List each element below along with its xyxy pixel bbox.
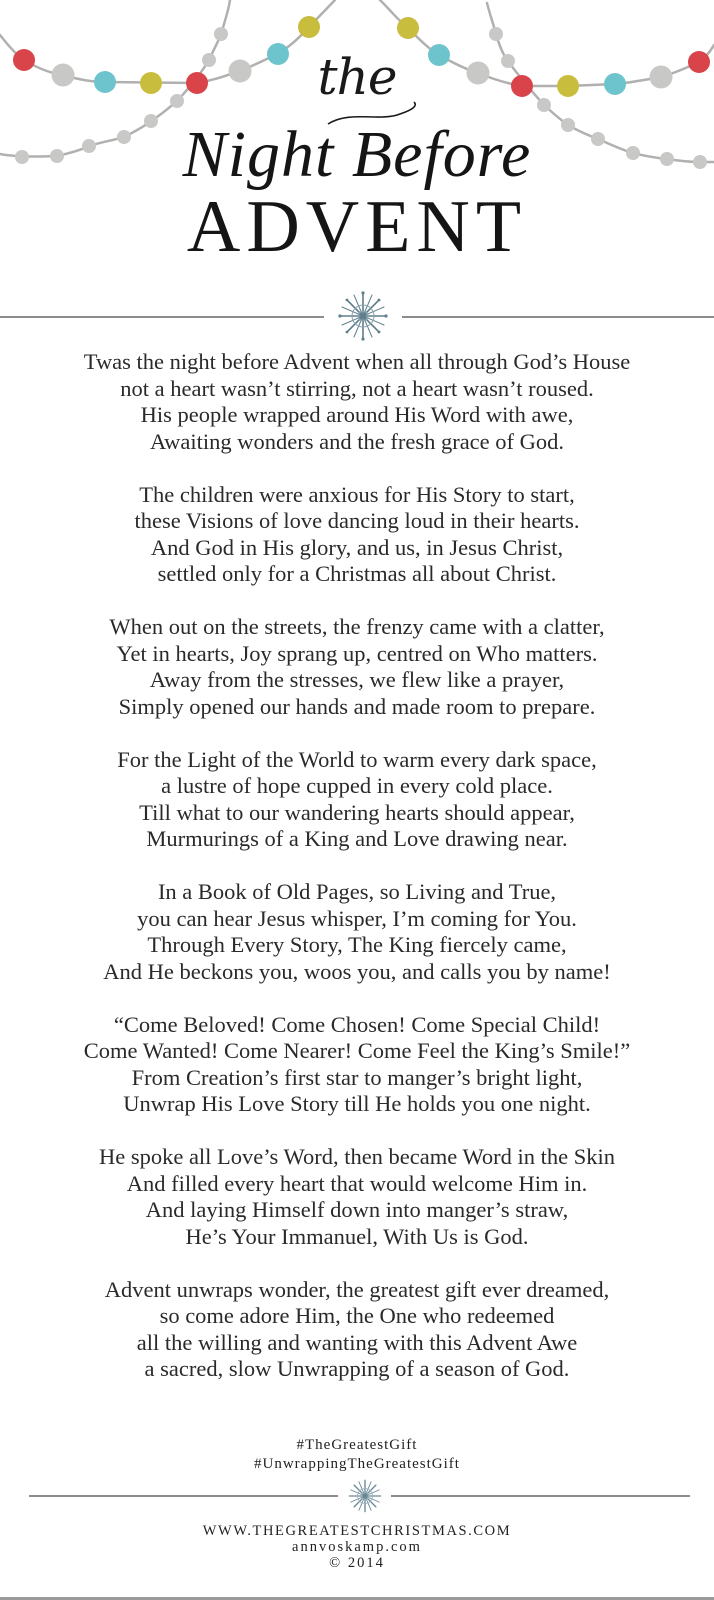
hashtags xyxy=(0,1436,714,1474)
poem-line: settled only for a Christmas all about Christ. xyxy=(157,561,557,586)
poem-line: Unwrap His Love Story till He holds you one night. xyxy=(123,1091,591,1116)
stanza-3 xyxy=(0,614,714,720)
author-site-link[interactable]: annvoskamp.com xyxy=(292,1539,422,1555)
top-divider-right xyxy=(402,316,714,318)
poem-line: And He beckons you, woos you, and calls you by name! xyxy=(103,958,611,984)
poem-line: For the Light of the World to warm every dark space, xyxy=(117,746,597,772)
poem-line: In a Book of Old Pages, so Living and True, xyxy=(157,879,557,904)
top-divider-left xyxy=(0,316,324,318)
poem-line: Away from the stresses, we flew like a prayer, xyxy=(149,667,565,692)
poem-line: these Visions of love dancing loud in their hearts. xyxy=(134,508,580,533)
bottom-divider-right xyxy=(391,1495,690,1497)
poem-line: all the willing and wanting with this Advent Awe xyxy=(136,1329,578,1355)
poem-line: His people wrapped around His Word with awe, xyxy=(140,402,574,427)
poem-line: so come adore Him, the One who redeemed xyxy=(159,1303,555,1328)
hashtag-unwrapping-the-greatest-gift[interactable]: #UnwrappingTheGreatestGift xyxy=(254,1456,460,1472)
poem-line: Through Every Story, The King fiercely came, xyxy=(147,932,567,957)
poem-line: Murmurings of a King and Love drawing near. xyxy=(146,826,568,851)
poem-line: not a heart wasn’t stirring, not a heart wasn’t roused. xyxy=(120,375,594,401)
poem-line: a lustre of hope cupped in every cold place. xyxy=(161,773,553,798)
poem-line: “Come Beloved! Come Chosen! Come Special Child! xyxy=(113,1011,601,1037)
poem-line: He’s Your Immanuel, With Us is God. xyxy=(185,1223,529,1249)
title-the: the xyxy=(317,48,397,106)
poem-line: The children were anxious for His Story to start, xyxy=(139,481,575,507)
hashtag-the-greatest-gift[interactable]: #TheGreatestGift xyxy=(296,1437,418,1453)
stanza-2 xyxy=(0,482,714,588)
poem xyxy=(0,349,714,1409)
poem-line: Come Wanted! Come Nearer! Come Feel the King’s Smile!” xyxy=(83,1038,631,1063)
copyright: © 2014 xyxy=(329,1555,385,1571)
poem-line: When out on the streets, the frenzy came with a clatter, xyxy=(109,614,605,639)
poem-line: Twas the night before Advent when all through God’s House xyxy=(83,349,631,374)
poem-line: And God in His glory, and us, in Jesus Christ, xyxy=(150,534,564,560)
stanza-7 xyxy=(0,1144,714,1250)
stanza-5 xyxy=(0,879,714,985)
website-link[interactable]: WWW.THEGREATESTCHRISTMAS.COM xyxy=(202,1523,512,1539)
snowflake-icon xyxy=(348,1479,382,1513)
poem-line: Till what to our wandering hearts should appear, xyxy=(139,799,575,825)
stanza-6 xyxy=(0,1012,714,1118)
poem-line: Yet in hearts, Joy sprang up, centred on Who matters. xyxy=(116,640,598,666)
credits xyxy=(0,1523,714,1571)
poem-line: From Creation’s first star to manger’s bright light, xyxy=(131,1064,583,1090)
stanza-4 xyxy=(0,747,714,853)
snowflake-icon xyxy=(338,291,388,341)
poem-line: He spoke all Love’s Word, then became Word in the Skin xyxy=(98,1144,616,1169)
poem-line: Advent unwraps wonder, the greatest gift ever dreamed, xyxy=(104,1276,610,1302)
title-night-before: Night Before xyxy=(182,118,532,191)
stanza-8 xyxy=(0,1277,714,1383)
poem-line: Simply opened our hands and made room to prepare. xyxy=(118,693,596,719)
stanza-1 xyxy=(0,349,714,455)
poem-line: you can hear Jesus whisper, I’m coming for You. xyxy=(137,905,577,931)
poem-line: And laying Himself down into manger’s straw, xyxy=(145,1197,569,1222)
poem-line: a sacred, slow Unwrapping of a season of God. xyxy=(144,1356,570,1381)
title-advent: ADVENT xyxy=(186,186,528,268)
poem-line: Awaiting wonders and the fresh grace of God. xyxy=(149,428,565,454)
poem-line: And filled every heart that would welcome Him in. xyxy=(126,1170,588,1196)
bottom-divider-left xyxy=(29,1495,338,1497)
